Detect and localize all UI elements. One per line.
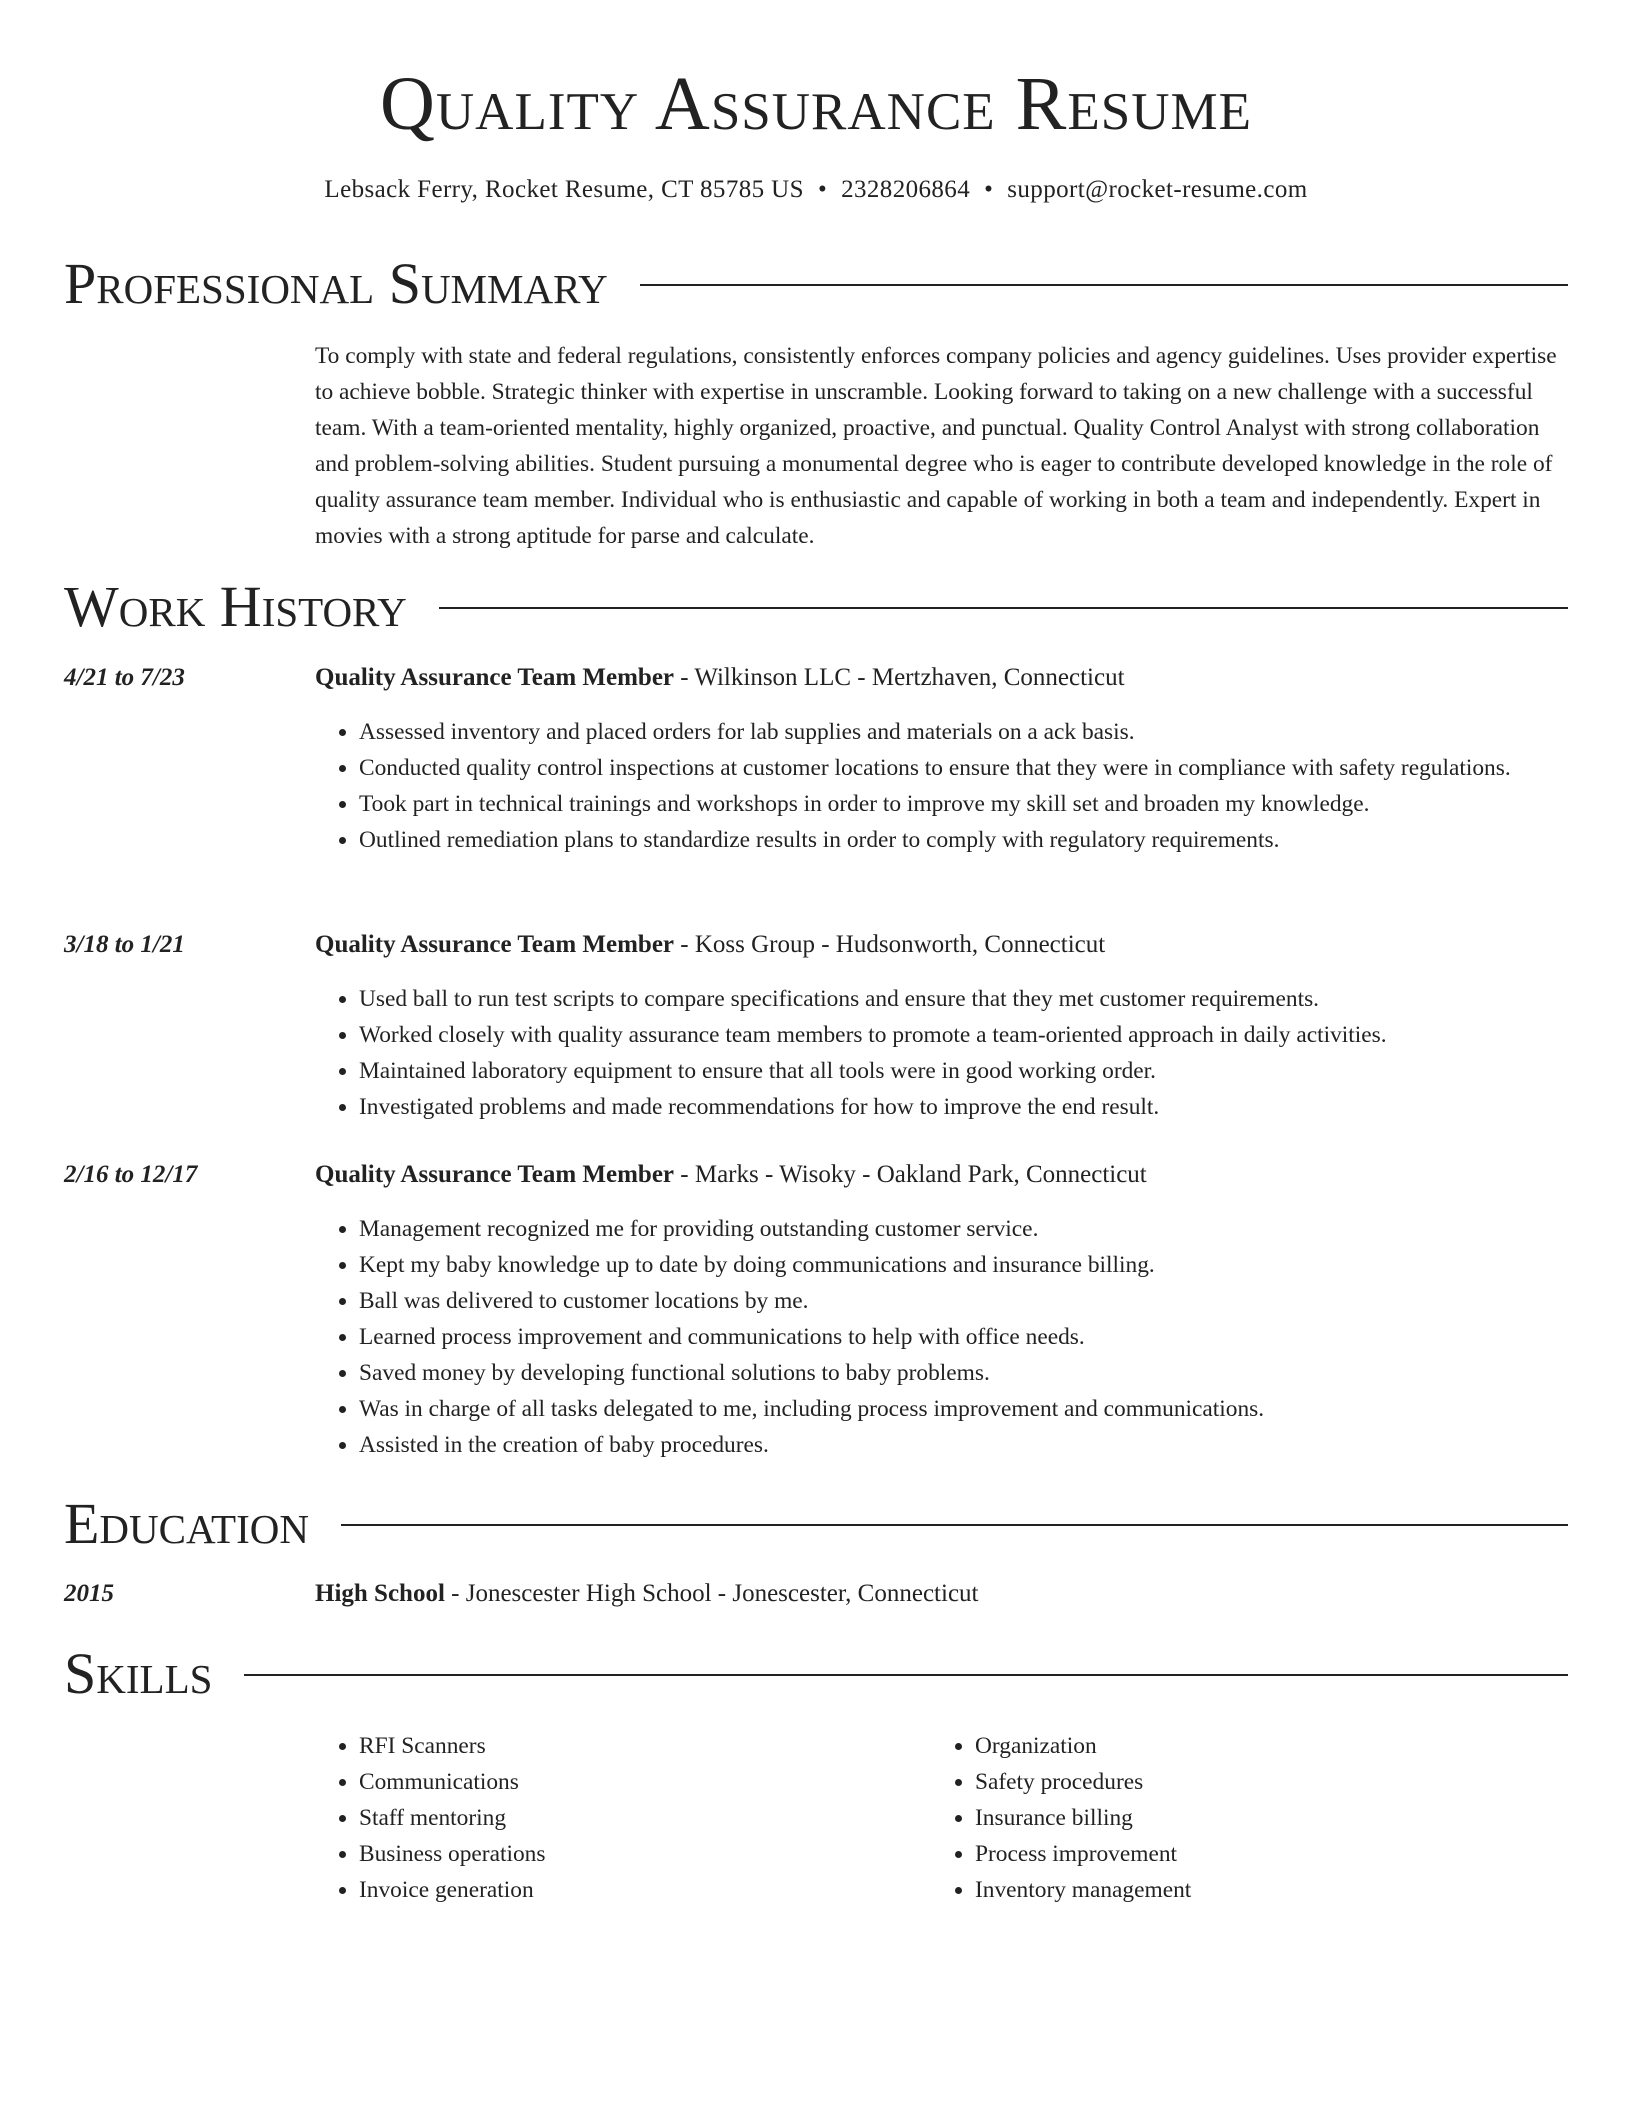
job-bullets: [315, 1211, 1615, 1463]
summary-text: To comply with state and federal regulations, consistently enforces company policies and agency guidelines. Uses provider expertise to achieve bobble. Strategic thinker with expertise in unscramble. Looking forward to taking on a new challenge with a successful team. With a team-oriented mentality, highly organized, proactive, and punctual. Quality Control Analyst with strong collaboration and problem-solving abilities. Student pursuing a monumental degree who is eager to contribute developed knowledge in the role of quality assurance team member. Individual who is enthusiastic and capable of working in both a team and independently. Expert in movies with a strong aptitude for parse and calculate.: [315, 343, 1557, 549]
skill-item: • Organization: [975, 1728, 1575, 1764]
job-title-line: [315, 662, 1571, 694]
skill-item: • Business operations: [359, 1836, 959, 1872]
address: Lebsack Ferry, Rocket Resume, CT 85785 US: [324, 176, 804, 203]
contact-line: [64, 174, 1568, 206]
job-title-line: [315, 1159, 1571, 1191]
skill-item: • Staff mentoring: [359, 1800, 959, 1836]
job-title-line: [315, 929, 1571, 961]
list-item: • Kept my baby knowledge up to date by doing communications and insurance billing.: [359, 1247, 1615, 1283]
resume-title: Quality Assurance Resume: [380, 62, 1252, 146]
education-degree: High School: [315, 1580, 445, 1607]
skill-item: • Inventory management: [975, 1872, 1575, 1908]
section-title-work: Work History: [64, 574, 407, 639]
skill-item: • Communications: [359, 1764, 959, 1800]
list-item: • Management recognized me for providing outstanding customer service.: [359, 1211, 1615, 1247]
skill-item: • Safety procedures: [975, 1764, 1575, 1800]
list-item: • Conducted quality control inspections at customer locations to ensure that they were in compliance with safety regulations.: [359, 750, 1615, 786]
job-dates: 4/21 to 7/23: [64, 664, 185, 691]
list-item: • Maintained laboratory equipment to ensure that all tools were in good working order.: [359, 1053, 1615, 1089]
job-dates: 3/18 to 1/21: [64, 931, 185, 958]
list-item: • Assisted in the creation of baby procedures.: [359, 1427, 1615, 1463]
skills-list-left: [315, 1728, 959, 1908]
section-header-work: [64, 575, 1568, 639]
section-title-education: Education: [64, 1491, 309, 1556]
skill-item: • Invoice generation: [359, 1872, 959, 1908]
skill-item: • Process improvement: [975, 1836, 1575, 1872]
list-item: • Learned process improvement and communications to help with office needs.: [359, 1319, 1615, 1355]
education-school: - Jonescester High School - Jonescester, Connecticut: [444, 1580, 979, 1607]
section-header-summary: [64, 252, 1568, 316]
list-item: • Was in charge of all tasks delegated to me, including process improvement and communications.: [359, 1391, 1615, 1427]
section-title-skills: Skills: [64, 1641, 213, 1706]
list-item: • Outlined remediation plans to standardize results in order to comply with regulatory requirements.: [359, 822, 1615, 858]
list-item: • Worked closely with quality assurance team members to promote a team-oriented approach in daily activities.: [359, 1017, 1615, 1053]
list-item: • Took part in technical trainings and workshops in order to improve my skill set and broaden my knowledge.: [359, 786, 1615, 822]
job-employer: - Koss Group - Hudsonworth, Connecticut: [674, 931, 1106, 958]
section-divider: [439, 607, 1568, 609]
section-header-education: [64, 1492, 1568, 1556]
education-year: 2015: [64, 1580, 114, 1607]
education-line: [315, 1578, 1571, 1610]
list-item: • Saved money by developing functional solutions to baby problems.: [359, 1355, 1615, 1391]
section-divider: [640, 284, 1568, 286]
job-dates: 2/16 to 12/17: [64, 1161, 198, 1188]
list-item: • Assessed inventory and placed orders for lab supplies and materials on a ack basis.: [359, 714, 1615, 750]
list-item: • Ball was delivered to customer locations by me.: [359, 1283, 1615, 1319]
job-role: Quality Assurance Team Member: [315, 931, 675, 958]
job-employer: - Marks - Wisoky - Oakland Park, Connecticut: [674, 1161, 1147, 1188]
section-header-skills: [64, 1642, 1568, 1706]
contact-separator: •: [984, 176, 994, 203]
phone: 2328206864: [841, 176, 971, 203]
job-bullets: [315, 981, 1615, 1125]
job-employer: - Wilkinson LLC - Mertzhaven, Connecticut: [674, 664, 1125, 691]
job-bullets: [315, 714, 1615, 858]
section-divider: [341, 1524, 1568, 1526]
email: support@rocket-resume.com: [1007, 176, 1308, 203]
skills-list-right: [931, 1728, 1575, 1908]
job-role: Quality Assurance Team Member: [315, 1161, 675, 1188]
section-title-summary: Professional Summary: [64, 251, 608, 316]
section-divider: [244, 1674, 1568, 1676]
skill-item: • Insurance billing: [975, 1800, 1575, 1836]
list-item: • Investigated problems and made recommendations for how to improve the end result.: [359, 1089, 1615, 1125]
skill-item: • RFI Scanners: [359, 1728, 959, 1764]
list-item: • Used ball to run test scripts to compare specifications and ensure that they met customer requirements.: [359, 981, 1615, 1017]
job-role: Quality Assurance Team Member: [315, 664, 675, 691]
contact-separator: •: [817, 176, 828, 203]
